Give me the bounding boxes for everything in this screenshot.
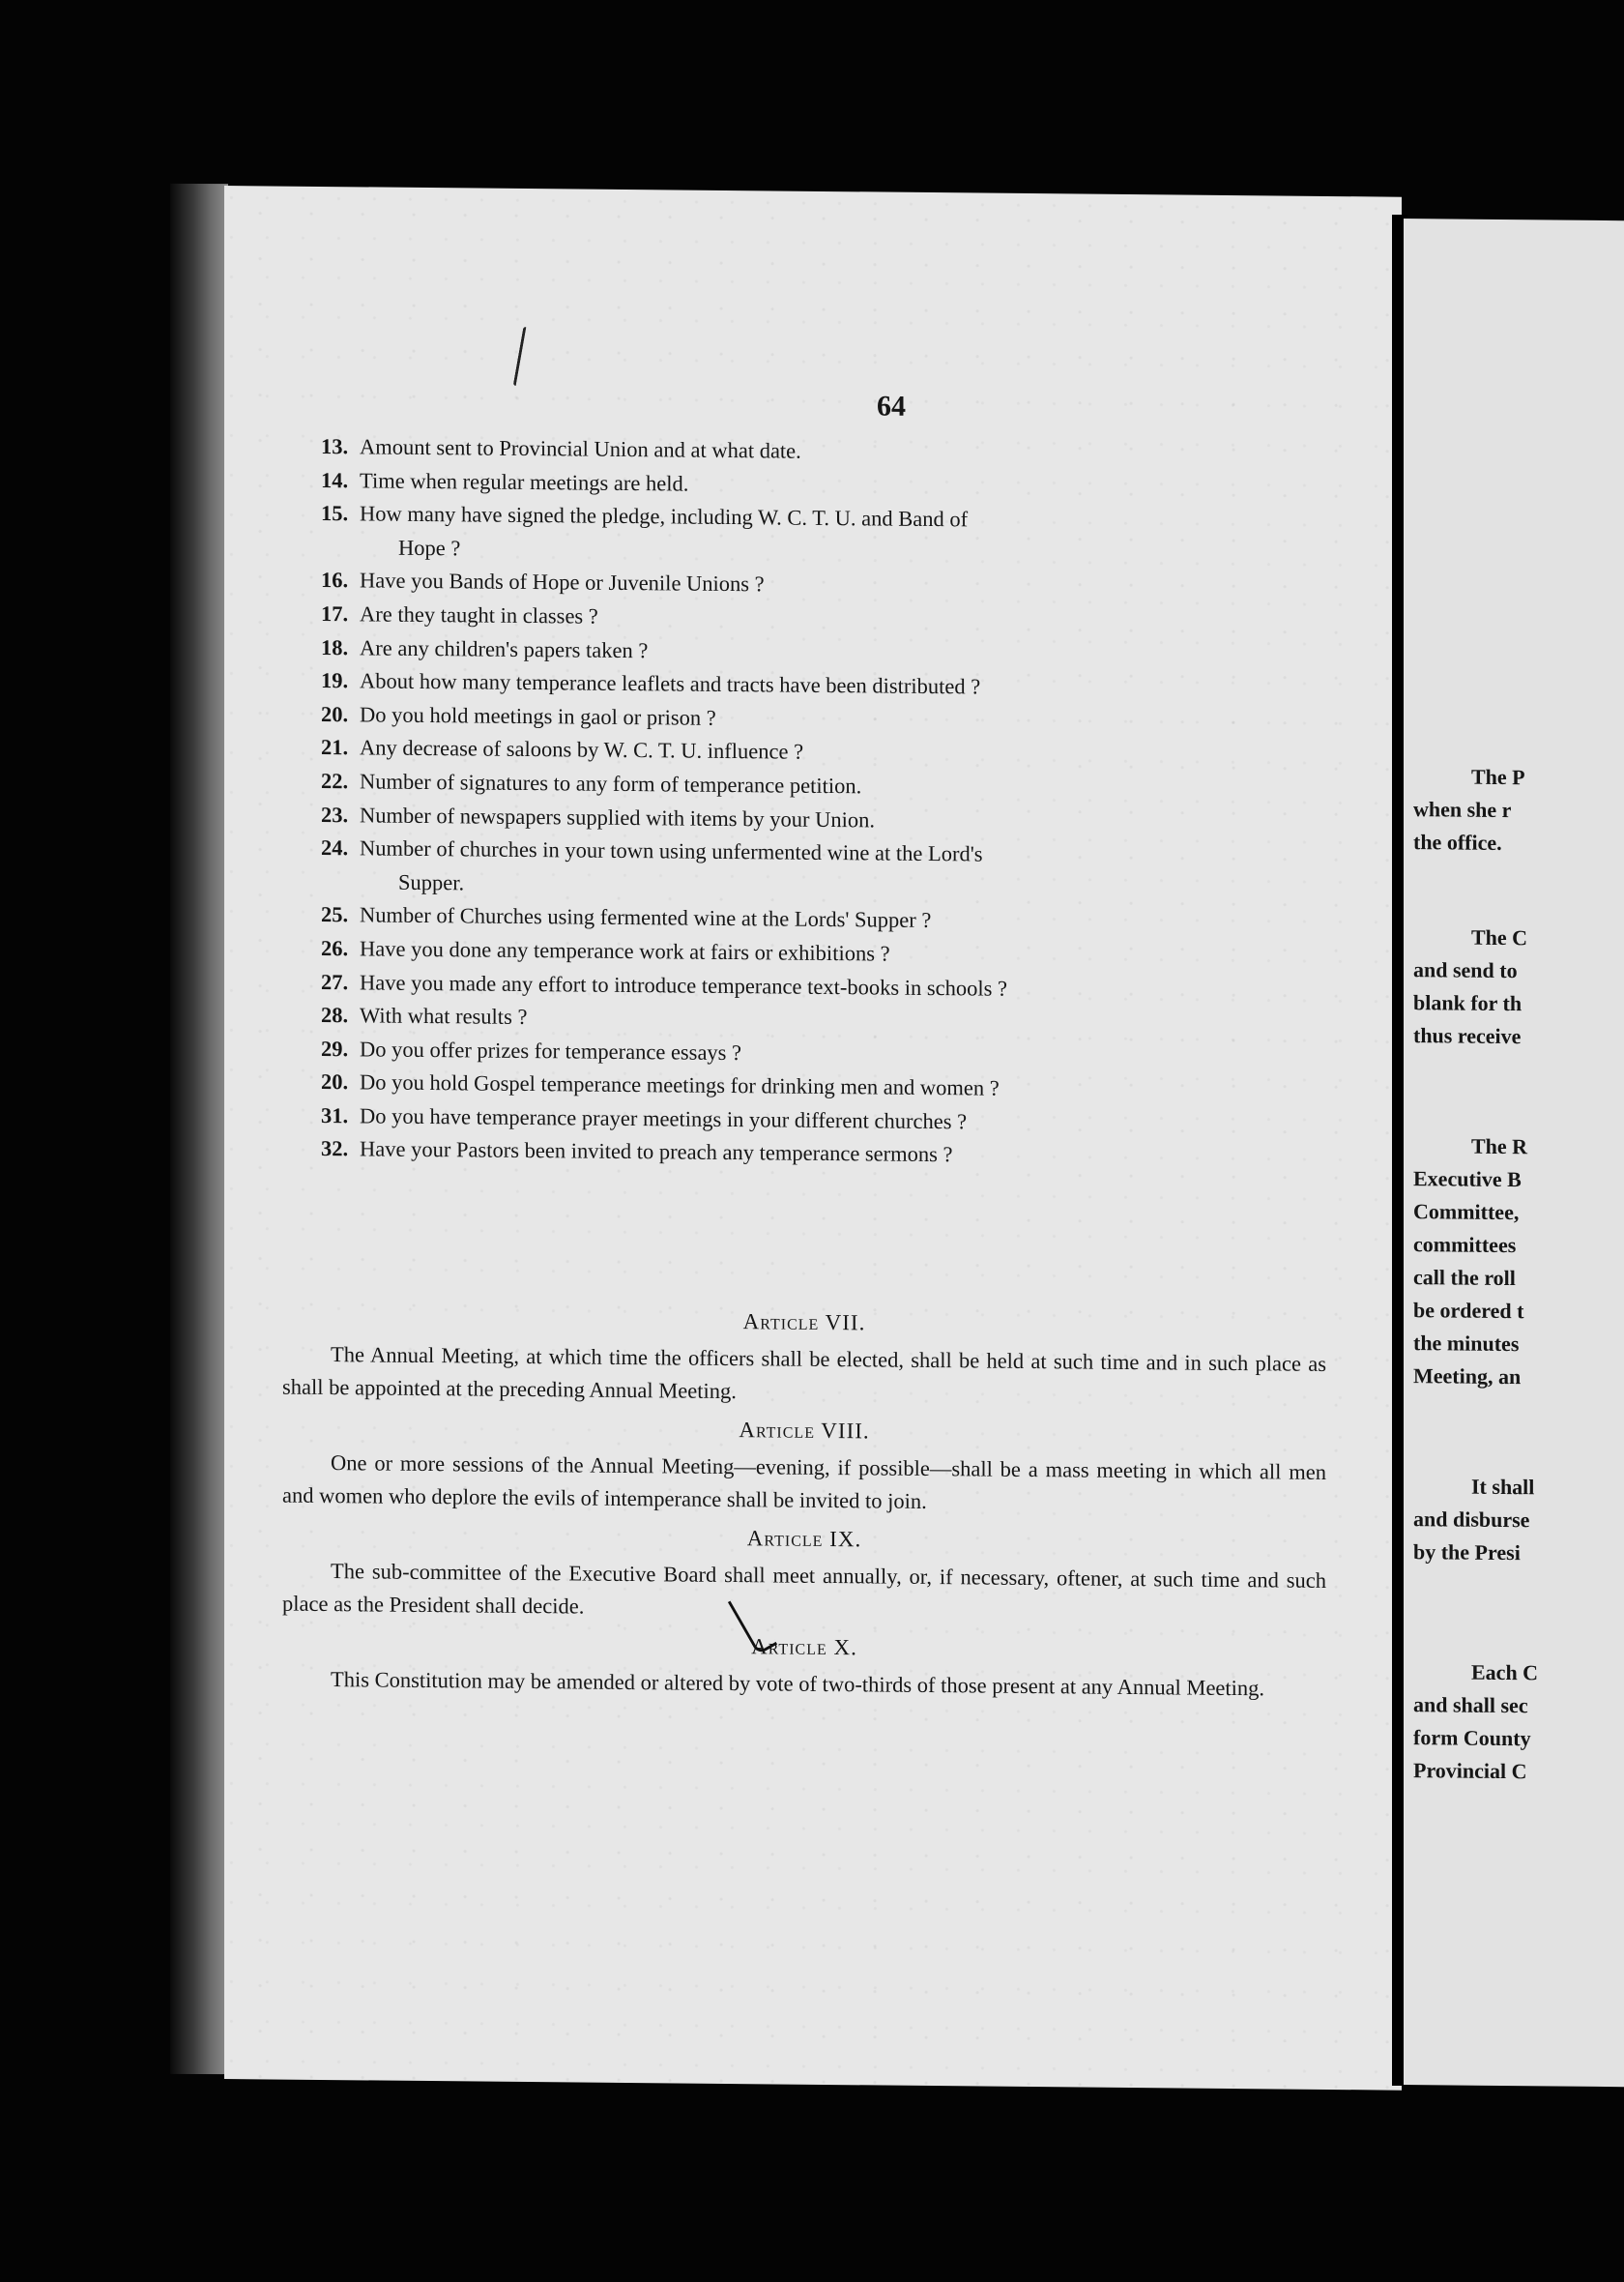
article-heading: Article VIII. xyxy=(739,1418,870,1444)
question-item: 15. How many have signed the pledge, including W. C. T. U. and Band of Hope ? xyxy=(321,501,969,561)
question-item: 31. Do you have temperance prayer meetings in your different churches ? xyxy=(321,1102,968,1134)
article-body: One or more sessions of the Annual Meeting—evening, if possible—shall be a mass meeting in which all men and women who deplore the evils of intemperance shall be invited to join. xyxy=(282,1450,1326,1513)
question-item: 17. Are they taught in classes ? xyxy=(321,600,598,629)
article-heading: Article X. xyxy=(751,1634,857,1660)
facing-line: Meeting, an xyxy=(1413,1363,1522,1390)
article-heading: Article IX. xyxy=(746,1526,862,1552)
facing-line: call the roll xyxy=(1413,1265,1516,1291)
question-item: 29. Do you offer prizes for temperance essays ? xyxy=(321,1036,742,1065)
page-number: 64 xyxy=(877,390,906,423)
facing-line: committees xyxy=(1413,1232,1517,1258)
facing-line: the minutes xyxy=(1413,1331,1520,1357)
question-item: 22. Number of signatures to any form of temperance petition. xyxy=(321,768,862,799)
facing-line: and send to xyxy=(1413,957,1518,983)
left-page xyxy=(224,186,1402,2091)
question-item: 25. Number of Churches using fermented wine at the Lords' Supper ? xyxy=(321,902,932,933)
question-item: 18. Are any children's papers taken ? xyxy=(321,634,649,662)
book-edge xyxy=(170,184,228,2074)
facing-line: thus receive xyxy=(1413,1023,1522,1049)
article-heading: Article VII. xyxy=(742,1309,866,1335)
facing-line: The P xyxy=(1471,764,1525,790)
articles-section xyxy=(282,1296,1326,1706)
question-item: 21. Any decrease of saloons by W. C. T. U. influence ? xyxy=(321,735,804,765)
article-body: The sub-committee of the Executive Board shall meet annually, or, if necessary, oftener, at such time and such place as the President shall decide. xyxy=(282,1559,1326,1619)
facing-line: It shall xyxy=(1471,1474,1535,1500)
facing-page-text xyxy=(1413,760,1624,1791)
facing-line: blank for th xyxy=(1413,990,1522,1016)
facing-line: and shall sec xyxy=(1413,1692,1528,1718)
facing-line: by the Presi xyxy=(1413,1539,1521,1565)
question-item: 20. Do you hold Gospel temperance meetings for drinking men and women ? xyxy=(321,1069,1000,1100)
facing-line: The R xyxy=(1471,1133,1528,1159)
question-item: 27. Have you made any effort to introduce temperance text-books in schools ? xyxy=(321,969,1007,1001)
question-item: 26. Have you done any temperance work at fairs or exhibitions ? xyxy=(321,935,890,966)
facing-line: Committee, xyxy=(1413,1199,1520,1225)
question-item: 19. About how many temperance leaflets and tracts have been distributed ? xyxy=(321,668,981,699)
question-item: 28. With what results ? xyxy=(321,1003,528,1030)
facing-line: The C xyxy=(1471,924,1528,951)
question-item: 13. Amount sent to Provincial Union and at what date. xyxy=(321,433,801,463)
question-item: 20. Do you hold meetings in gaol or prison ? xyxy=(321,701,716,730)
question-item: 32. Have your Pastors been invited to preach any temperance sermons ? xyxy=(321,1136,953,1167)
facing-line: Executive B xyxy=(1413,1166,1522,1192)
facing-line: Each C xyxy=(1471,1659,1539,1685)
facing-line: and disburse xyxy=(1413,1507,1530,1533)
question-item: 16. Have you Bands of Hope or Juvenile Unions ? xyxy=(321,568,765,597)
article-body: The Annual Meeting, at which time the officers shall be elected, shall be held at such time and in such place as shall be appointed at the preceding Annual Meeting. xyxy=(282,1342,1326,1404)
facing-line: be ordered t xyxy=(1413,1298,1524,1324)
facing-line: Provincial C xyxy=(1413,1758,1527,1784)
question-list xyxy=(321,430,1336,1176)
pencil-mark xyxy=(513,327,533,388)
facing-line: the office. xyxy=(1413,830,1502,855)
facing-line: form County xyxy=(1413,1725,1531,1751)
question-item: 24. Number of churches in your town using unfermented wine at the Lord's Supper. xyxy=(321,835,983,895)
question-item: 14. Time when regular meetings are held. xyxy=(321,467,689,496)
facing-line: when she r xyxy=(1413,797,1512,823)
article-body: This Constitution may be amended or altered by vote of two-thirds of those present at any Annual Meeting. xyxy=(331,1667,1265,1701)
facing-page xyxy=(1404,219,1624,2087)
question-item: 23. Number of newspapers supplied with items by your Union. xyxy=(321,802,876,832)
